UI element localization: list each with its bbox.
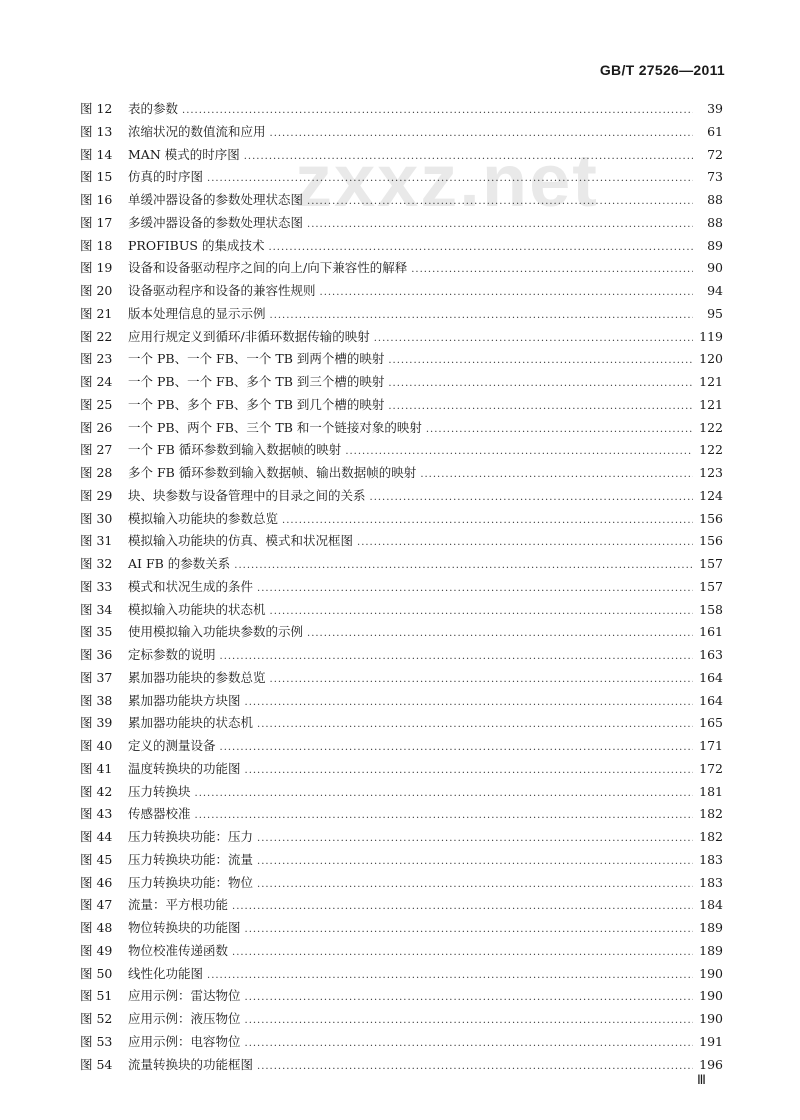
- toc-entry[interactable]: [80, 303, 723, 326]
- figure-title: 设备和设备驱动程序之间的向上/向下兼容性的解释: [128, 260, 408, 276]
- page-reference: 182: [699, 829, 723, 844]
- dot-leader: [270, 123, 693, 146]
- dot-leader: [182, 100, 693, 123]
- page-reference: 190: [699, 965, 723, 981]
- page-reference: 181: [699, 783, 723, 799]
- figure-title: PROFIBUS 的集成技术: [128, 237, 265, 253]
- toc-entry[interactable]: [80, 894, 723, 917]
- dot-leader: [232, 896, 693, 919]
- dot-leader: [370, 487, 693, 510]
- watermark: zxxz.net: [295, 139, 599, 222]
- figure-title: 一个 PB、一个 FB、多个 TB 到三个槽的映射: [128, 374, 385, 389]
- figure-title: 累加器功能块的参数总览: [128, 669, 266, 685]
- page-reference: 191: [699, 1033, 723, 1049]
- figure-title: 线性化功能图: [128, 965, 204, 981]
- figure-number: 图 29: [80, 487, 113, 503]
- figure-title: 定义的测量设备: [128, 738, 216, 753]
- dot-leader: [270, 601, 693, 624]
- toc-entry[interactable]: [80, 1008, 723, 1031]
- dot-leader: [307, 191, 693, 214]
- toc-entry[interactable]: [80, 121, 723, 144]
- figure-title: 单缓冲器设备的参数处理状态图: [128, 192, 304, 207]
- page-reference: 121: [699, 374, 723, 389]
- figure-title: 应用行规定义到循环/非循环数据传输的映射: [128, 328, 370, 344]
- toc-entry[interactable]: [80, 417, 723, 440]
- toc-entry[interactable]: [80, 621, 723, 644]
- page-reference: 182: [699, 806, 723, 822]
- figure-number: 图 24: [80, 374, 113, 389]
- figure-title: 一个 PB、两个 FB、三个 TB 和一个链接对象的映射: [128, 419, 422, 435]
- figure-title: 温度转换块的功能图: [128, 760, 241, 776]
- figure-number: 图 39: [80, 715, 113, 731]
- page-reference: 190: [699, 988, 723, 1004]
- figure-title: 压力转换块功能：物位: [128, 874, 254, 890]
- page-reference: 121: [699, 396, 723, 412]
- figure-title: 应用示例：液压物位: [128, 1011, 241, 1026]
- page-reference: 123: [699, 465, 723, 480]
- page-reference: 190: [699, 1011, 723, 1026]
- figure-title: 版本处理信息的显示示例: [128, 305, 266, 321]
- toc-entry[interactable]: [80, 917, 723, 940]
- figure-title: 模拟输入功能块的状态机: [128, 601, 266, 617]
- toc-entry[interactable]: [80, 280, 723, 303]
- figure-number: 图 53: [80, 1033, 113, 1049]
- toc-entry[interactable]: [80, 235, 723, 258]
- dot-leader: [320, 282, 693, 305]
- figure-number: 图 43: [80, 806, 113, 822]
- page-reference: 196: [699, 1056, 723, 1072]
- toc-entry[interactable]: [80, 712, 723, 735]
- page-reference: 156: [699, 533, 723, 549]
- page-reference: 157: [699, 556, 723, 571]
- figure-number: 图 38: [80, 692, 113, 708]
- page-reference: 156: [699, 510, 723, 526]
- figure-title: 一个 FB 循环参数到输入数据帧的映射: [128, 442, 342, 458]
- figure-title: 压力转换块功能：压力: [128, 829, 254, 844]
- dot-leader: [270, 305, 693, 328]
- figure-title: 累加器功能块的状态机: [128, 715, 254, 731]
- page-reference: 94: [707, 283, 723, 298]
- dot-leader: [345, 441, 693, 464]
- dot-leader: [388, 373, 693, 396]
- figure-number: 图 44: [80, 829, 113, 844]
- page-reference: 122: [699, 442, 723, 458]
- page-reference: 165: [699, 715, 723, 731]
- page-reference: 61: [707, 123, 723, 139]
- page-reference: 157: [699, 578, 723, 594]
- standard-number: GB/T 27526—2011: [599, 62, 725, 78]
- list-of-figures: [80, 98, 723, 1076]
- figure-title: 模式和状况生成的条件: [128, 578, 254, 594]
- toc-entry[interactable]: [80, 985, 723, 1008]
- figure-number: 图 17: [80, 214, 113, 230]
- figure-title: 模拟输入功能块的仿真、模式和状况框图: [128, 533, 354, 549]
- figure-number: 图 21: [80, 305, 113, 321]
- figure-number: 图 37: [80, 669, 113, 685]
- figure-number: 图 20: [80, 283, 113, 298]
- dot-leader: [207, 168, 693, 191]
- page-reference: 73: [707, 169, 723, 185]
- page-reference: 172: [699, 760, 723, 776]
- figure-title: 使用模拟输入功能块参数的示例: [128, 624, 304, 640]
- figure-title: 仿真的时序图: [128, 169, 204, 185]
- dot-leader: [426, 419, 693, 442]
- dot-leader: [257, 1056, 693, 1079]
- dot-leader: [270, 669, 693, 692]
- toc-entry[interactable]: [80, 599, 723, 622]
- toc-entry[interactable]: [80, 872, 723, 895]
- figure-number: 图 15: [80, 169, 113, 185]
- page-reference: 39: [707, 101, 723, 116]
- toc-entry[interactable]: [80, 212, 723, 235]
- page-reference: 124: [699, 487, 723, 503]
- page-reference: 89: [707, 237, 723, 253]
- toc-entry[interactable]: [80, 644, 723, 667]
- figure-number: 图 14: [80, 146, 113, 162]
- figure-number: 图 42: [80, 783, 113, 799]
- page-reference: 189: [699, 920, 723, 935]
- figure-number: 图 40: [80, 738, 113, 753]
- figure-title: 一个 PB、多个 FB、多个 TB 到几个槽的映射: [128, 396, 385, 412]
- figure-title: 定标参数的说明: [128, 647, 216, 662]
- figure-title: 压力转换块: [128, 783, 191, 799]
- page-reference: 122: [699, 419, 723, 435]
- dot-leader: [307, 623, 693, 646]
- page-reference: 120: [699, 351, 723, 367]
- figure-number: 图 49: [80, 942, 113, 958]
- dot-leader: [257, 828, 693, 851]
- figure-number: 图 52: [80, 1011, 113, 1026]
- figure-number: 图 33: [80, 578, 113, 594]
- figure-number: 图 13: [80, 123, 113, 139]
- page-reference: 158: [699, 601, 723, 617]
- page-reference: 164: [699, 692, 723, 708]
- toc-entry[interactable]: [80, 348, 723, 371]
- dot-leader: [234, 555, 693, 578]
- figure-title: 压力转换块功能：流量: [128, 851, 254, 867]
- toc-entry[interactable]: [80, 1054, 723, 1077]
- toc-entry[interactable]: [80, 758, 723, 781]
- page-reference: 119: [699, 328, 723, 344]
- figure-number: 图 27: [80, 442, 113, 458]
- toc-entry[interactable]: [80, 735, 723, 758]
- page-reference: 183: [699, 851, 723, 867]
- dot-leader: [245, 692, 693, 715]
- figure-title: 浓缩状况的数值流和应用: [128, 123, 266, 139]
- dot-leader: [282, 510, 693, 533]
- dot-leader: [374, 328, 693, 351]
- toc-entry[interactable]: [80, 439, 723, 462]
- figure-title: 流量转换块的功能框图: [128, 1056, 254, 1072]
- dot-leader: [420, 464, 693, 487]
- figure-title: 物位转换块的功能图: [128, 920, 241, 935]
- figure-number: 图 28: [80, 465, 113, 480]
- page-reference: 88: [707, 192, 723, 207]
- page-number: Ⅲ: [697, 1072, 706, 1087]
- dot-leader: [268, 237, 693, 260]
- figure-title: 应用示例：电容物位: [128, 1033, 241, 1049]
- toc-entry[interactable]: [80, 394, 723, 417]
- dot-leader: [244, 146, 693, 169]
- figure-number: 图 25: [80, 396, 113, 412]
- toc-entry[interactable]: [80, 940, 723, 963]
- toc-entry[interactable]: [80, 1031, 723, 1054]
- figure-title: 多缓冲器设备的参数处理状态图: [128, 214, 304, 230]
- dot-leader: [257, 714, 693, 737]
- figure-number: 图 16: [80, 192, 113, 207]
- figure-number: 图 26: [80, 419, 113, 435]
- dot-leader: [220, 646, 693, 669]
- toc-entry[interactable]: [80, 781, 723, 804]
- figure-title: 累加器功能块方块图: [128, 692, 241, 708]
- figure-number: 图 47: [80, 897, 113, 913]
- dot-leader: [307, 214, 693, 237]
- figure-number: 图 51: [80, 988, 113, 1004]
- figure-number: 图 18: [80, 237, 113, 253]
- figure-number: 图 54: [80, 1056, 113, 1072]
- figure-title: 块、块参数与设备管理中的目录之间的关系: [128, 487, 366, 503]
- figure-number: 图 23: [80, 351, 113, 367]
- dot-leader: [245, 987, 693, 1010]
- toc-entry[interactable]: [80, 508, 723, 531]
- page-reference: 161: [699, 624, 723, 640]
- toc-entry[interactable]: [80, 530, 723, 553]
- toc-entry[interactable]: [80, 690, 723, 713]
- dot-leader: [195, 783, 693, 806]
- page-reference: 183: [699, 874, 723, 890]
- page-reference: 171: [699, 738, 723, 753]
- page-reference: 95: [707, 305, 723, 321]
- page-reference: 189: [699, 942, 723, 958]
- figure-number: 图 48: [80, 920, 113, 935]
- figure-title: 应用示例：雷达物位: [128, 988, 241, 1004]
- dot-leader: [388, 350, 693, 373]
- figure-title: 表的参数: [128, 101, 179, 116]
- dot-leader: [411, 259, 693, 282]
- toc-entry[interactable]: [80, 803, 723, 826]
- toc-entry[interactable]: [80, 144, 723, 167]
- dot-leader: [357, 532, 693, 555]
- dot-leader: [257, 851, 693, 874]
- toc-entry[interactable]: [80, 963, 723, 986]
- figure-title: 多个 FB 循环参数到输入数据帧、输出数据帧的映射: [128, 465, 417, 480]
- dot-leader: [195, 805, 693, 828]
- figure-title: 模拟输入功能块的参数总览: [128, 510, 279, 526]
- dot-leader: [232, 942, 693, 965]
- figure-number: 图 45: [80, 851, 113, 867]
- dot-leader: [245, 1033, 693, 1056]
- toc-entry[interactable]: [80, 576, 723, 599]
- toc-entry[interactable]: [80, 189, 723, 212]
- figure-number: 图 32: [80, 556, 113, 571]
- dot-leader: [245, 1010, 693, 1033]
- figure-number: 图 19: [80, 260, 113, 276]
- figure-number: 图 50: [80, 965, 113, 981]
- figure-title: AI FB 的参数关系: [128, 556, 231, 571]
- page-reference: 163: [699, 647, 723, 662]
- figure-number: 图 35: [80, 624, 113, 640]
- page-reference: 72: [707, 146, 723, 162]
- figure-title: 设备驱动程序和设备的兼容性规则: [128, 283, 316, 298]
- page-reference: 164: [699, 669, 723, 685]
- figure-number: 图 31: [80, 533, 113, 549]
- figure-number: 图 36: [80, 647, 113, 662]
- dot-leader: [257, 874, 693, 897]
- toc-entry[interactable]: [80, 826, 723, 849]
- toc-entry[interactable]: [80, 166, 723, 189]
- figure-number: 图 46: [80, 874, 113, 890]
- dot-leader: [257, 578, 693, 601]
- toc-entry[interactable]: [80, 326, 723, 349]
- page-reference: 90: [707, 260, 723, 276]
- dot-leader: [388, 396, 693, 419]
- figure-number: 图 41: [80, 760, 113, 776]
- figure-number: 图 22: [80, 328, 113, 344]
- toc-entry[interactable]: [80, 98, 723, 121]
- figure-number: 图 34: [80, 601, 113, 617]
- page-reference: 88: [707, 214, 723, 230]
- page-reference: 184: [699, 897, 723, 913]
- dot-leader: [207, 965, 693, 988]
- toc-entry[interactable]: [80, 485, 723, 508]
- toc-entry[interactable]: [80, 462, 723, 485]
- toc-entry[interactable]: [80, 667, 723, 690]
- dot-leader: [245, 919, 693, 942]
- dot-leader: [245, 760, 693, 783]
- dot-leader: [220, 737, 693, 760]
- figure-title: 物位校准传递函数: [128, 942, 229, 958]
- figure-number: 图 12: [80, 101, 113, 116]
- figure-title: 一个 PB、一个 FB、一个 TB 到两个槽的映射: [128, 351, 385, 367]
- toc-entry[interactable]: [80, 257, 723, 280]
- toc-entry[interactable]: [80, 553, 723, 576]
- figure-title: MAN 模式的时序图: [128, 146, 240, 162]
- figure-title: 传感器校准: [128, 806, 191, 822]
- figure-title: 流量：平方根功能: [128, 897, 229, 913]
- figure-number: 图 30: [80, 510, 113, 526]
- toc-entry[interactable]: [80, 849, 723, 872]
- toc-entry[interactable]: [80, 371, 723, 394]
